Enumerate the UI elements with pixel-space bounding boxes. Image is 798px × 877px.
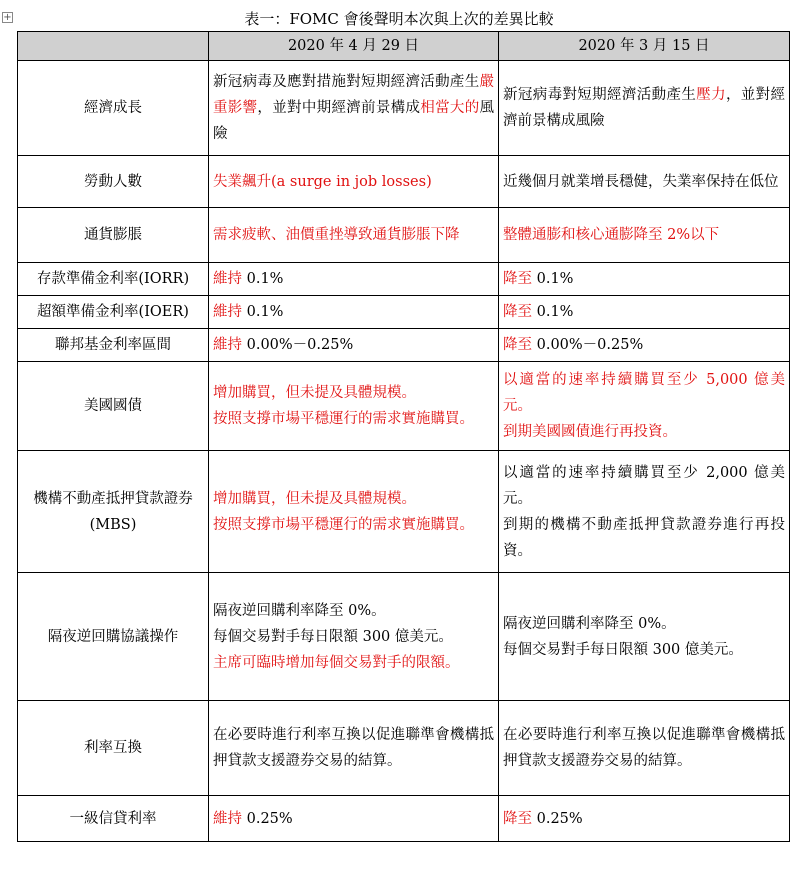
cell-line <box>213 406 494 432</box>
highlighted-text: 主席可臨時增加每個交易對手的限額。 <box>213 654 460 671</box>
cell-mar-15 <box>499 796 790 842</box>
highlighted-text: 需求疲軟、油價重挫導致通貨膨脹下降 <box>213 227 460 243</box>
cell-mar-15 <box>499 329 790 362</box>
cell-text: 新冠病毒對短期經濟活動產生 <box>503 87 697 103</box>
cell-apr-29 <box>209 796 499 842</box>
header-date-mar: 2020 年 3 月 15 日 <box>499 32 790 61</box>
table-row <box>18 156 790 208</box>
cell-text: 0.00%－0.25% <box>532 337 644 353</box>
cell-text: 風險 <box>213 100 495 142</box>
cell-mar-15 <box>499 451 790 573</box>
cell-line <box>503 611 785 637</box>
cell-line <box>213 624 494 650</box>
cell-text: 隔夜逆回購利率降至 0%。 <box>213 602 386 619</box>
cell-line <box>213 722 494 774</box>
cell-line <box>213 486 494 512</box>
highlighted-text: 維持 <box>213 810 242 827</box>
cell-line <box>503 82 785 134</box>
highlighted-text: 降至 <box>503 337 532 353</box>
cell-line <box>213 169 494 195</box>
row-label: 機構不動產抵押貸款證券(MBS) <box>18 451 209 573</box>
row-label: 經濟成長 <box>18 61 209 156</box>
highlighted-text: 按照支撐市場平穩運行的需求實施購買。 <box>213 516 474 533</box>
row-label: 一級信貸利率 <box>18 796 209 842</box>
cell-line <box>213 598 494 624</box>
table-row <box>18 362 790 451</box>
highlighted-text: 按照支撐市場平穩運行的需求實施購買。 <box>213 411 474 427</box>
row-label: 美國國債 <box>18 362 209 451</box>
cell-mar-15 <box>499 208 790 263</box>
cell-line <box>503 222 785 248</box>
cell-text: ，並對中期經濟前景構成 <box>257 100 421 116</box>
highlighted-text: 維持 <box>213 337 242 353</box>
cell-text: ，並對經濟前景構成風險 <box>503 87 786 129</box>
cell-line <box>213 512 494 538</box>
cell-mar-15 <box>499 573 790 701</box>
row-label: 利率互換 <box>18 701 209 796</box>
highlighted-text: 增加購買，但未提及具體規模。 <box>213 490 416 507</box>
cell-line <box>503 722 785 774</box>
cell-line <box>213 299 494 325</box>
cell-text: 0.1% <box>532 304 574 320</box>
cell-text: 0.00%－0.25% <box>242 337 354 353</box>
cell-line <box>503 512 785 564</box>
cell-text: 每個交易對手每日限額 300 億美元。 <box>213 628 453 645</box>
highlighted-text: 壓力 <box>696 87 726 103</box>
row-label: 隔夜逆回購協議操作 <box>18 573 209 701</box>
cell-apr-29 <box>209 208 499 263</box>
table-row <box>18 208 790 263</box>
cell-text: 隔夜逆回購利率降至 0%。 <box>503 615 676 632</box>
highlighted-text: 失業飆升(a surge in job losses) <box>213 173 432 190</box>
cell-text: 在必要時進行利率互換以促進聯準會機構抵押貸款支援證券交易的結算。 <box>503 727 785 769</box>
highlighted-text: 維持 <box>213 271 242 287</box>
cell-apr-29 <box>209 451 499 573</box>
cell-line <box>503 169 785 195</box>
cell-text: 0.25% <box>532 810 583 827</box>
table-move-handle-icon[interactable]: + <box>3 12 12 23</box>
cell-text: 新冠病毒及應對措施對短期經濟活動產生 <box>213 74 480 90</box>
table-row <box>18 329 790 362</box>
table-row <box>18 573 790 701</box>
cell-text: 到期的機構不動產抵押貸款證券進行再投資。 <box>503 516 785 559</box>
highlighted-text: 增加購買，但未提及具體規模。 <box>213 385 416 401</box>
row-label: 存款準備金利率(IORR) <box>18 263 209 296</box>
highlighted-text: 維持 <box>213 304 242 320</box>
cell-apr-29 <box>209 701 499 796</box>
cell-mar-15 <box>499 362 790 451</box>
comparison-table <box>17 31 790 842</box>
cell-line <box>213 266 494 292</box>
table-row <box>18 796 790 842</box>
cell-line <box>213 380 494 406</box>
cell-line <box>503 332 785 358</box>
cell-text: 0.1% <box>242 304 284 320</box>
header-date-apr: 2020 年 4 月 29 日 <box>209 32 499 61</box>
cell-line <box>503 806 785 832</box>
cell-mar-15 <box>499 296 790 329</box>
table-caption: 表一：FOMC 會後聲明本次與上次的差異比較 <box>244 10 554 28</box>
cell-text: 0.25% <box>242 810 293 827</box>
cell-text: 0.1% <box>532 271 574 287</box>
table-row <box>18 61 790 156</box>
cell-line <box>213 69 494 147</box>
cell-line <box>503 367 785 419</box>
highlighted-text: 到期美國國債進行再投資。 <box>503 424 677 440</box>
header-empty <box>18 32 209 61</box>
cell-line <box>213 332 494 358</box>
highlighted-text: 相當大的 <box>420 100 480 116</box>
cell-apr-29 <box>209 362 499 451</box>
table-row <box>18 263 790 296</box>
highlighted-text: 以適當的速率持續購買至少 5,000 億美元。 <box>503 372 785 414</box>
highlighted-text: 整體通膨和核心通膨降至 2%以下 <box>503 227 720 243</box>
cell-apr-29 <box>209 296 499 329</box>
highlighted-text: 降至 <box>503 304 532 320</box>
cell-apr-29 <box>209 61 499 156</box>
cell-mar-15 <box>499 61 790 156</box>
highlighted-text: 嚴重影響 <box>213 74 494 116</box>
table-row <box>18 296 790 329</box>
cell-line <box>503 266 785 292</box>
cell-text: 每個交易對手每日限額 300 億美元。 <box>503 641 743 658</box>
table-row <box>18 451 790 573</box>
cell-line <box>213 650 494 676</box>
cell-apr-29 <box>209 329 499 362</box>
row-label: 聯邦基金利率區間 <box>18 329 209 362</box>
cell-text: 近幾個月就業增長穩健，失業率保持在低位 <box>503 173 779 190</box>
row-label: 勞動人數 <box>18 156 209 208</box>
header-row <box>18 32 790 61</box>
cell-line <box>503 419 785 445</box>
cell-text: 在必要時進行利率互換以促進聯準會機構抵押貸款支援證券交易的結算。 <box>213 727 494 769</box>
row-label: 超額準備金利率(IOER) <box>18 296 209 329</box>
cell-text: 0.1% <box>242 271 284 287</box>
cell-line <box>503 460 785 512</box>
cell-apr-29 <box>209 263 499 296</box>
cell-line <box>503 637 785 663</box>
cell-apr-29 <box>209 573 499 701</box>
cell-apr-29 <box>209 156 499 208</box>
cell-line <box>503 299 785 325</box>
highlighted-text: 降至 <box>503 271 532 287</box>
highlighted-text: 降至 <box>503 810 532 827</box>
cell-mar-15 <box>499 156 790 208</box>
cell-mar-15 <box>499 701 790 796</box>
cell-line <box>213 222 494 248</box>
cell-text: 以適當的速率持續購買至少 2,000 億美元。 <box>503 464 785 507</box>
cell-mar-15 <box>499 263 790 296</box>
row-label: 通貨膨脹 <box>18 208 209 263</box>
cell-line <box>213 806 494 832</box>
table-row <box>18 701 790 796</box>
